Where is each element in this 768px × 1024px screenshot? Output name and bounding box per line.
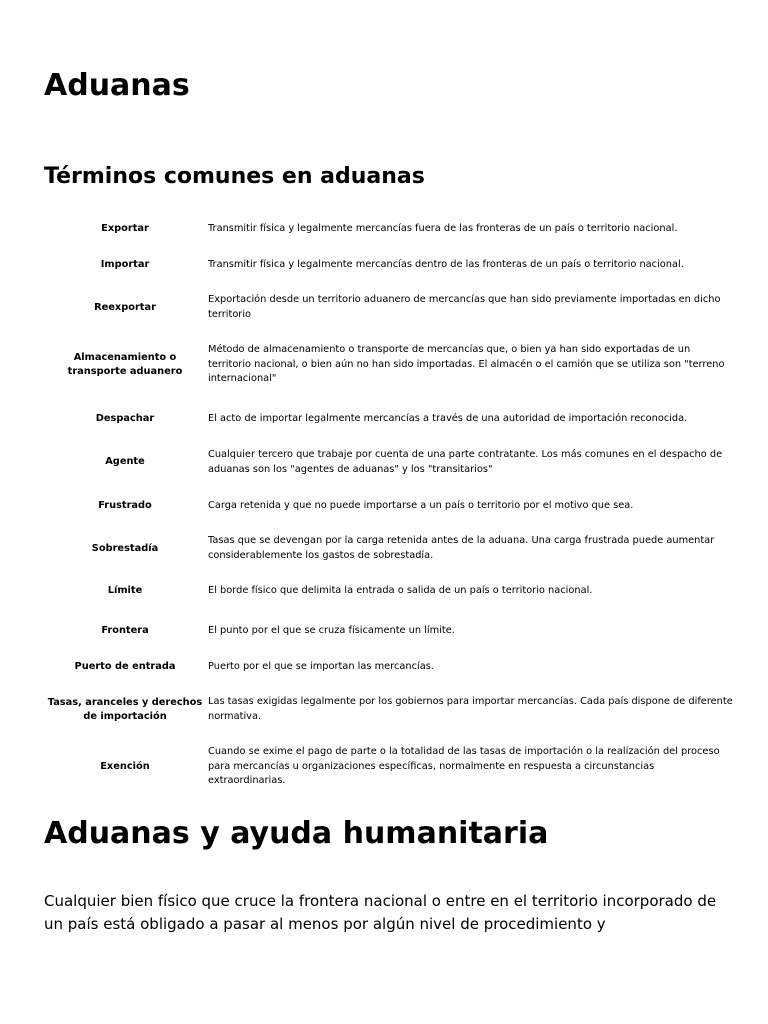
term-definition: Puerto por el que se importan las mercancías. — [208, 660, 434, 672]
term-name: Límite — [107, 585, 143, 597]
term-definition: Cuando se exime el pago de parte o la totalidad de las tasas de importación o la realización del proceso para mercancías u organizaciones específicas, normalmente en respuesta a circunstancias extraordinarias. — [208, 746, 720, 787]
term-row — [44, 735, 734, 799]
term-row — [44, 283, 734, 333]
term-name: Frontera — [101, 624, 149, 636]
term-name: Exención — [100, 760, 150, 772]
term-definition: Método de almacenamiento o transporte de mercancías que, o bien ya han sido exportadas de un territorio nacional, o bien aún no han sido importadas. El almacén o el camión que se utiliza son "terreno internacional" — [208, 344, 725, 385]
section-title: Aduanas y ayuda humanitaria — [44, 816, 549, 851]
term-row — [44, 333, 734, 397]
term-definition: Carga retenida y que no puede importarse a un país o territorio por el motivo que sea. — [208, 499, 634, 511]
term-row — [44, 613, 734, 649]
term-row — [44, 685, 734, 735]
term-row — [44, 528, 734, 570]
term-row — [44, 570, 734, 613]
page-title: Aduanas — [44, 68, 190, 103]
body-paragraph: Cualquier bien físico que cruce la frontera nacional o entre en el territorio incorporado de un país está obligado a pasar al menos por algún nivel de procedimiento y — [44, 892, 717, 933]
term-name: Sobrestadía — [91, 542, 159, 554]
terms-table — [44, 211, 734, 799]
term-definition: Tasas que se devengan por la carga retenida antes de la aduana. Una carga frustrada puede aumentar considerablemente los gastos de sobrestadía. — [208, 535, 715, 561]
term-row — [44, 484, 734, 528]
term-definition: Transmitir física y legalmente mercancías dentro de las fronteras de un país o territorio nacional. — [208, 258, 684, 270]
term-definition: El punto por el que se cruza físicamente un límite. — [208, 624, 455, 636]
term-row — [44, 211, 734, 247]
term-name: Agente — [105, 456, 145, 468]
term-definition: El borde físico que delimita la entrada o salida de un país o territorio nacional. — [208, 585, 593, 597]
term-definition: El acto de importar legalmente mercancías a través de una autoridad de importación reconocida. — [208, 412, 688, 424]
term-definition: Las tasas exigidas legalmente por los gobiernos para importar mercancías. Cada país dispone de diferente normativa. — [208, 696, 733, 722]
term-row — [44, 441, 734, 484]
term-name: Frustrado — [98, 499, 152, 511]
term-name: Reexportar — [94, 301, 156, 313]
term-definition: Cualquier tercero que trabaje por cuenta de una parte contratante. Los más comunes en el despacho de aduanas son los "agentes de aduanas" y los "transitarios" — [208, 448, 723, 475]
section-subtitle: Términos comunes en aduanas — [44, 164, 425, 189]
term-row — [44, 397, 734, 441]
term-name: Despachar — [95, 412, 155, 424]
term-row — [44, 649, 734, 685]
term-name: Tasas, aranceles y derechos de importación — [47, 696, 203, 722]
term-definition: Transmitir física y legalmente mercancías fuera de las fronteras de un país o territorio nacional. — [208, 222, 678, 234]
term-name: Puerto de entrada — [74, 660, 176, 672]
term-name: Exportar — [101, 222, 149, 234]
term-row — [44, 247, 734, 283]
term-definition: Exportación desde un territorio aduanero de mercancías que han sido previamente importadas en dicho territorio — [208, 294, 721, 320]
term-name: Importar — [100, 258, 150, 270]
term-name: Almacenamiento o transporte aduanero — [67, 351, 183, 377]
